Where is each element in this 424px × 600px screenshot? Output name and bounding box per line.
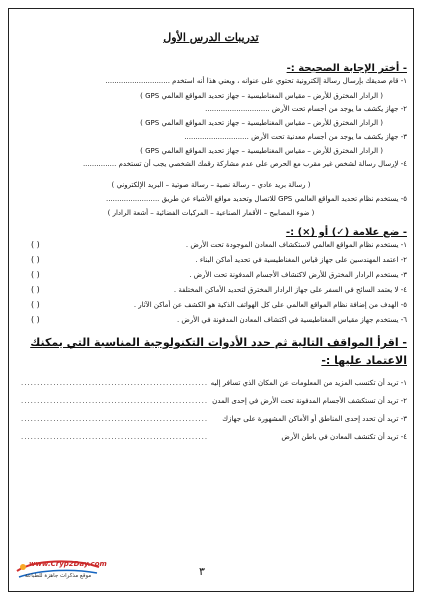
- question-4-options: ( رسالة بريد عادي – رسالة نصية – رسالة صوتية – البريد الإلكتروني ): [111, 181, 311, 189]
- question-3: ٣- جهاز يكشف ما يوجد من أجسام معدنية تحت الأرض .............................: [184, 133, 407, 141]
- question-3-options: ( الرادار المخترق للأرض – مقياس المغناطيسية – جهاز تحديد المواقع العالمي GPS ): [140, 147, 383, 155]
- truefalse-item-5: ٥- الهدف من إضافة نظام المواقع العالمي على كل الهواتف الذكية هو الكشف عن أماكن الآثار .: [133, 301, 407, 309]
- answer-box-5: ( ): [31, 300, 40, 309]
- answer-line-4: ..........................................................: [21, 433, 209, 441]
- question-4: ٤- لإرسال رسالة لشخص غير مقرب مع الحرص على عدم مشاركة رقمك الشخصي يجب أن تستخدم ...............: [82, 160, 407, 168]
- answer-line-2: ..........................................................: [21, 397, 209, 405]
- question-5-options: ( ضوء المصابيح – الأقمار الصناعية – المركبات الفضائية – أشعة الرادار ): [107, 209, 315, 217]
- answer-box-4: ( ): [31, 285, 40, 294]
- situation-1: ١- تريد أن تكتسب المزيد من المعلومات عن المكان الذي تسافر إليه: [210, 379, 407, 387]
- page-title: تدريبات الدرس الأول: [163, 31, 259, 44]
- situation-4: ٤- تريد أن تكتشف المعادن في باطن الأرض: [281, 433, 407, 441]
- truefalse-item-4: ٤- لا يعتمد السائح في السفر على جهاز الرادار المخترق لتحديد الأماكن المختلفة .: [173, 286, 407, 294]
- answer-box-3: ( ): [31, 270, 40, 279]
- truefalse-item-2: ٢- اعتمد المهندسين على جهاز قياس المغناطيسية في تحديد أماكن البناء .: [195, 256, 407, 264]
- answer-line-3: ..........................................................: [21, 415, 209, 423]
- truefalse-item-6: ٦- يستخدم جهاز مقياس المغناطيسية في اكتشاف المعادن المدفونة في الأرض .: [176, 316, 407, 324]
- question-2: ٢- جهاز يكشف ما يوجد من أجسام تحت الأرض .............................: [205, 105, 407, 113]
- question-1-options: ( الرادار المخترق للأرض – مقياس المغناطيسية – جهاز تحديد المواقع العالمي GPS ): [140, 92, 383, 100]
- truefalse-item-3: ٣- يستخدم الرادار المخترق للأرض لاكتشاف الأجسام المدفونة تحت الأرض .: [189, 271, 407, 279]
- section3-heading-line2: الاعتماد عليها :-: [321, 354, 407, 367]
- logo-subtitle: موقع مذكرات جاهزة للطباعة: [25, 573, 92, 579]
- situation-3: ٣- تريد أن تحدد إحدى المناطق أو الأماكن المشهورة على جهازك: [222, 415, 407, 423]
- section2-heading: - ضع علامة (✓) أو (×) :-: [285, 227, 407, 238]
- site-logo: [15, 557, 107, 587]
- logo-url: www.Cryp2Day.com: [29, 560, 107, 568]
- section1-heading: - أختر الإجابة الصحيحة :-: [286, 63, 407, 74]
- situation-2: ٢- تريد أن تستكشف الأجسام المدفونة تحت الأرض في إحدى المدن: [212, 397, 407, 405]
- answer-box-2: ( ): [31, 255, 40, 264]
- question-5: ٥- يستخدم نظام تحديد المواقع العالمي GPS للاتصال وتحديد مواقع الأشياء عن طريق ........................: [106, 195, 407, 203]
- question-2-options: ( الرادار المخترق للأرض – مقياس المغناطيسية – جهاز تحديد المواقع العالمي GPS ): [140, 119, 383, 127]
- worksheet-page: [8, 8, 414, 592]
- page-number: ٣: [199, 565, 205, 578]
- answer-box-1: ( ): [31, 240, 40, 249]
- answer-box-6: ( ): [31, 315, 40, 324]
- answer-line-1: ..........................................................: [21, 379, 209, 387]
- section3-heading-line1: - اقرأ المواقف التالية ثم حدد الأدوات التكنولوجية المناسبة التي يمكنك: [30, 336, 407, 349]
- question-1: ١- قام صديقك بإرسال رسالة إلكترونية تحتوي على عنوانه ، ويعني هذا أنه استخدم .............................: [105, 77, 407, 85]
- truefalse-item-1: ١- يستخدم نظام المواقع العالمي لاستكشاف المعادن الموجودة تحت الأرض .: [185, 241, 407, 249]
